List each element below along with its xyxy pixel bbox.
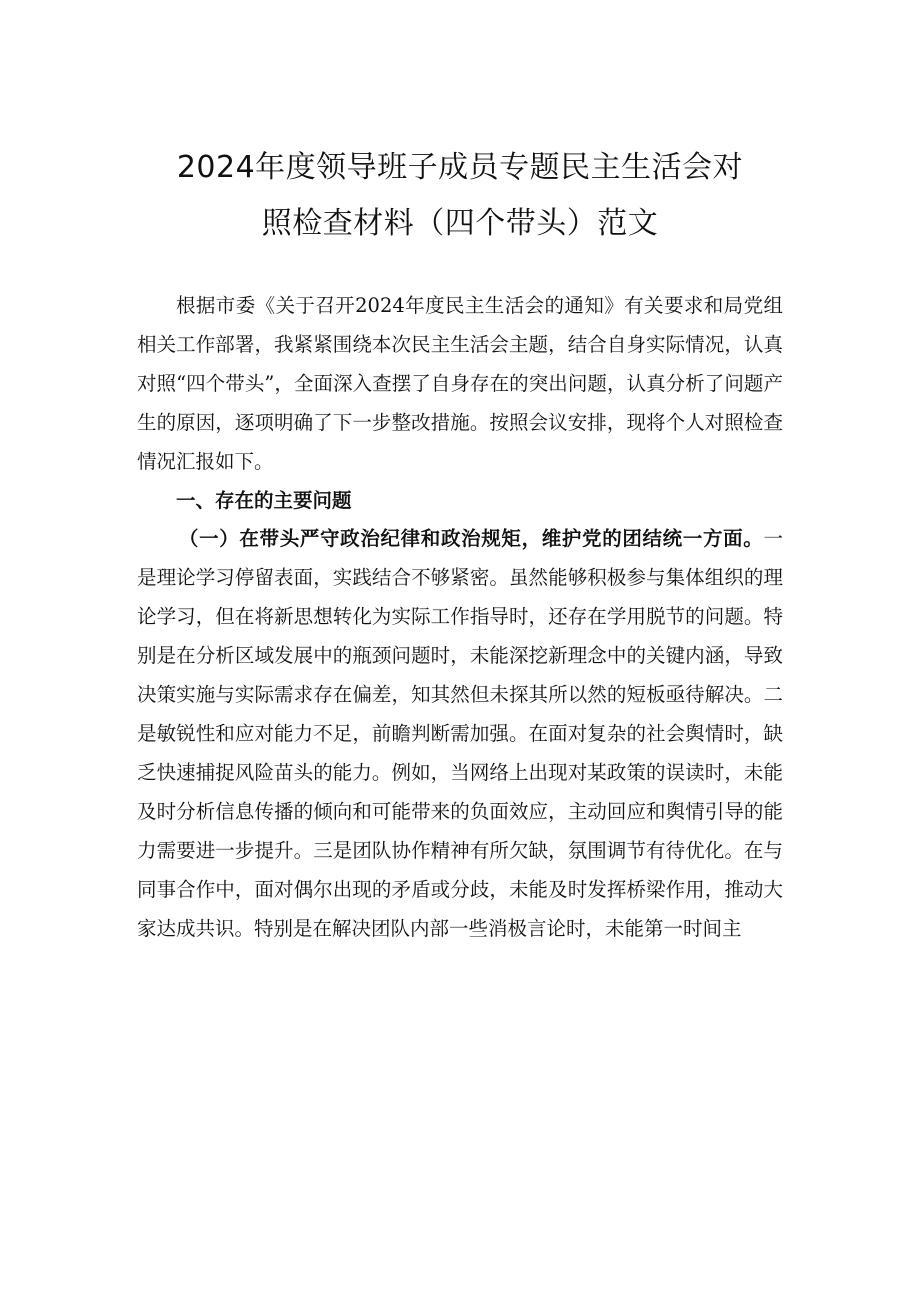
document-body	[137, 287, 783, 948]
subsection-body: 一是理论学习停留表面，实践结合不够紧密。虽然能够积极参与集体组织的理论学习，但在将新思想转化为实际工作指导时，还存在学用脱节的问题。特别是在分析区域发展中的瓶颈问题时，未能深挖新理念中的关键内涵，导致决策实施与实际需求存在偏差，知其然但未探其所以然的短板亟待解决。二是敏锐性和应对能力不足，前瞻判断需加强。在面对复杂的社会舆情时，缺乏快速捕捉风险苗头的能力。例如，当网络上出现对某政策的误读时，未能及时分析信息传播的倾向和可能带来的负面效应，主动回应和舆情引导的能力需要进一步提升。三是团队协作精神有所欠缺，氛围调节有待优化。在与同事合作中，面对偶尔出现的矛盾或分歧，未能及时发挥桥梁作用，推动大家达成共识。特别是在解决团队内部一些消极言论时，未能第一时间主	[137, 527, 783, 940]
subsection-paragraph	[137, 520, 783, 948]
section-heading: 一、存在的主要问题	[176, 488, 352, 512]
subsection-heading: （一）在带头严守政治纪律和政治规矩，维护党的团结统一方面。	[178, 527, 764, 551]
intro-paragraph: 根据市委《关于召开2024年度民主生活会的通知》有关要求和局党组相关工作部署，我紧紧围绕本次民主生活会主题，结合自身实际情况，认真对照“四个带头”，全面深入查摆了自身存在的突出问题，认真分析了问题产生的原因，逐项明确了下一步整改措施。按照会议安排，现将个人对照检查情况汇报如下。	[137, 294, 783, 473]
document-title-line-1: 2024年度领导班子成员专题民主生活会对	[176, 150, 744, 185]
document-title-line-2: 照检查材料（四个带头）范文	[261, 206, 659, 241]
